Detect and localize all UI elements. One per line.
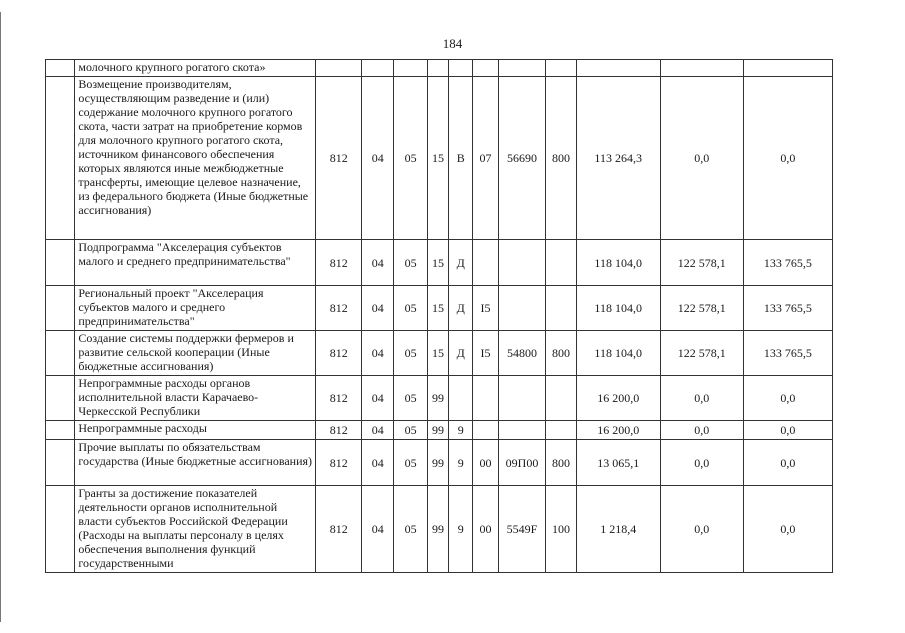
cell-amount-year1	[576, 60, 660, 77]
cell-direction	[498, 286, 546, 331]
cell-expense-type	[546, 421, 576, 440]
cell-amount-year3: 133 765,5	[743, 286, 832, 331]
cell-expense-type	[546, 60, 576, 77]
cell-section: 04	[362, 376, 394, 421]
cell-ministry-code: 812	[316, 240, 362, 286]
cell-amount-year3: 0,0	[743, 77, 832, 240]
row-name: Гранты за достижение показателей деятельности органов исполнительной власти субъектов Российской Федерации (Расходы на выплаты персоналу в целях обеспечения выполнения функций государственными	[75, 486, 316, 573]
cell-expense-type: 800	[546, 440, 576, 486]
cell-amount-year1: 113 264,3	[576, 77, 660, 240]
cell-amount-year2: 0,0	[660, 421, 743, 440]
page-number: 184	[442, 36, 463, 51]
table-row	[46, 331, 833, 376]
cell-ministry-code: 812	[316, 486, 362, 573]
row-index-cell	[46, 240, 75, 286]
cell-direction: 54800	[498, 331, 546, 376]
cell-amount-year2: 122 578,1	[660, 286, 743, 331]
cell-expense-type	[546, 240, 576, 286]
cell-ministry-code: 812	[316, 376, 362, 421]
cell-expense-type: 100	[546, 486, 576, 573]
cell-subprogram: 9	[449, 486, 473, 573]
table-row	[46, 240, 833, 286]
cell-program: 99	[427, 486, 448, 573]
table-row	[46, 486, 833, 573]
cell-section	[362, 60, 394, 77]
table-row	[46, 286, 833, 331]
table-row	[46, 60, 833, 77]
cell-program: 15	[427, 77, 448, 240]
row-index-cell	[46, 440, 75, 486]
row-name: молочного крупного рогатого скота»	[75, 60, 316, 77]
table-row	[46, 77, 833, 240]
row-index-cell	[46, 331, 75, 376]
cell-project	[473, 421, 498, 440]
cell-subprogram	[449, 376, 473, 421]
cell-subsection: 05	[394, 376, 427, 421]
row-index-cell	[46, 77, 75, 240]
cell-amount-year1: 118 104,0	[576, 240, 660, 286]
row-name: Региональный проект "Акселерация субъектов малого и среднего предпринимательства"	[75, 286, 316, 331]
table-row	[46, 440, 833, 486]
row-name: Подпрограмма "Акселерация субъектов малого и среднего предпринимательства"	[75, 240, 316, 286]
cell-amount-year1: 13 065,1	[576, 440, 660, 486]
cell-project: I5	[473, 286, 498, 331]
cell-project: 07	[473, 77, 498, 240]
cell-amount-year2: 0,0	[660, 376, 743, 421]
cell-direction: 5549F	[498, 486, 546, 573]
table-row	[46, 421, 833, 440]
cell-project	[473, 60, 498, 77]
row-index-cell	[46, 286, 75, 331]
cell-subsection: 05	[394, 240, 427, 286]
cell-subprogram: Д	[449, 331, 473, 376]
cell-subprogram: Д	[449, 286, 473, 331]
cell-amount-year2: 0,0	[660, 486, 743, 573]
table-row	[46, 376, 833, 421]
cell-subprogram: 9	[449, 440, 473, 486]
cell-program: 15	[427, 240, 448, 286]
cell-program	[427, 60, 448, 77]
cell-amount-year1: 118 104,0	[576, 286, 660, 331]
cell-amount-year2: 122 578,1	[660, 240, 743, 286]
row-index-cell	[46, 376, 75, 421]
cell-expense-type	[546, 376, 576, 421]
cell-section: 04	[362, 421, 394, 440]
cell-amount-year3: 0,0	[743, 421, 832, 440]
cell-program: 99	[427, 376, 448, 421]
cell-amount-year2: 0,0	[660, 77, 743, 240]
row-name: Создание системы поддержки фермеров и развитие сельской кооперации (Иные бюджетные ассигнования)	[75, 331, 316, 376]
cell-amount-year3: 0,0	[743, 440, 832, 486]
cell-amount-year3: 133 765,5	[743, 331, 832, 376]
cell-subprogram: Д	[449, 240, 473, 286]
cell-project	[473, 240, 498, 286]
cell-direction	[498, 376, 546, 421]
cell-ministry-code: 812	[316, 421, 362, 440]
cell-amount-year3	[743, 60, 832, 77]
cell-ministry-code: 812	[316, 286, 362, 331]
cell-ministry-code	[316, 60, 362, 77]
cell-section: 04	[362, 77, 394, 240]
cell-amount-year2: 122 578,1	[660, 331, 743, 376]
row-index-cell	[46, 60, 75, 77]
cell-amount-year1: 118 104,0	[576, 331, 660, 376]
row-name: Непрограммные расходы органов исполнительной власти Карачаево-Черкесской Республики	[75, 376, 316, 421]
cell-program: 15	[427, 331, 448, 376]
cell-project: 00	[473, 440, 498, 486]
cell-direction: 09П00	[498, 440, 546, 486]
cell-section: 04	[362, 331, 394, 376]
cell-amount-year3: 133 765,5	[743, 240, 832, 286]
cell-program: 15	[427, 286, 448, 331]
cell-amount-year2: 0,0	[660, 440, 743, 486]
cell-subprogram: 9	[449, 421, 473, 440]
cell-subsection: 05	[394, 440, 427, 486]
cell-subsection: 05	[394, 421, 427, 440]
cell-amount-year3: 0,0	[743, 486, 832, 573]
cell-amount-year1: 1 218,4	[576, 486, 660, 573]
cell-subsection: 05	[394, 486, 427, 573]
cell-direction	[498, 60, 546, 77]
cell-project: 00	[473, 486, 498, 573]
cell-amount-year1: 16 200,0	[576, 421, 660, 440]
page-edge-line	[0, 12, 1, 622]
cell-section: 04	[362, 440, 394, 486]
cell-direction: 56690	[498, 77, 546, 240]
cell-amount-year1: 16 200,0	[576, 376, 660, 421]
cell-subsection: 05	[394, 331, 427, 376]
cell-amount-year2	[660, 60, 743, 77]
cell-program: 99	[427, 440, 448, 486]
cell-subsection: 05	[394, 77, 427, 240]
cell-project	[473, 376, 498, 421]
cell-section: 04	[362, 240, 394, 286]
cell-section: 04	[362, 286, 394, 331]
cell-subprogram: В	[449, 77, 473, 240]
cell-direction	[498, 240, 546, 286]
cell-section: 04	[362, 486, 394, 573]
row-name: Возмещение производителям, осуществляющим разведение и (или) содержание молочного крупного рогатого скота, части затрат на приобретение кормов для молочного крупного рогатого скота, источником финансового обеспечения которых являются иные межбюджетные трансферты, имеющие целевое назначение, из федерального бюджета (Иные бюджетные ассигнования)	[75, 77, 316, 240]
row-index-cell	[46, 486, 75, 573]
cell-ministry-code: 812	[316, 77, 362, 240]
row-name: Прочие выплаты по обязательствам государства (Иные бюджетные ассигнования)	[75, 440, 316, 486]
cell-ministry-code: 812	[316, 440, 362, 486]
cell-amount-year3: 0,0	[743, 376, 832, 421]
cell-expense-type: 800	[546, 331, 576, 376]
cell-subprogram	[449, 60, 473, 77]
row-index-cell	[46, 421, 75, 440]
cell-ministry-code: 812	[316, 331, 362, 376]
cell-project: I5	[473, 331, 498, 376]
cell-subsection	[394, 60, 427, 77]
cell-subsection: 05	[394, 286, 427, 331]
cell-expense-type	[546, 286, 576, 331]
cell-program: 99	[427, 421, 448, 440]
cell-direction	[498, 421, 546, 440]
row-name: Непрограммные расходы	[75, 421, 316, 440]
cell-expense-type: 800	[546, 77, 576, 240]
budget-table	[45, 59, 833, 573]
